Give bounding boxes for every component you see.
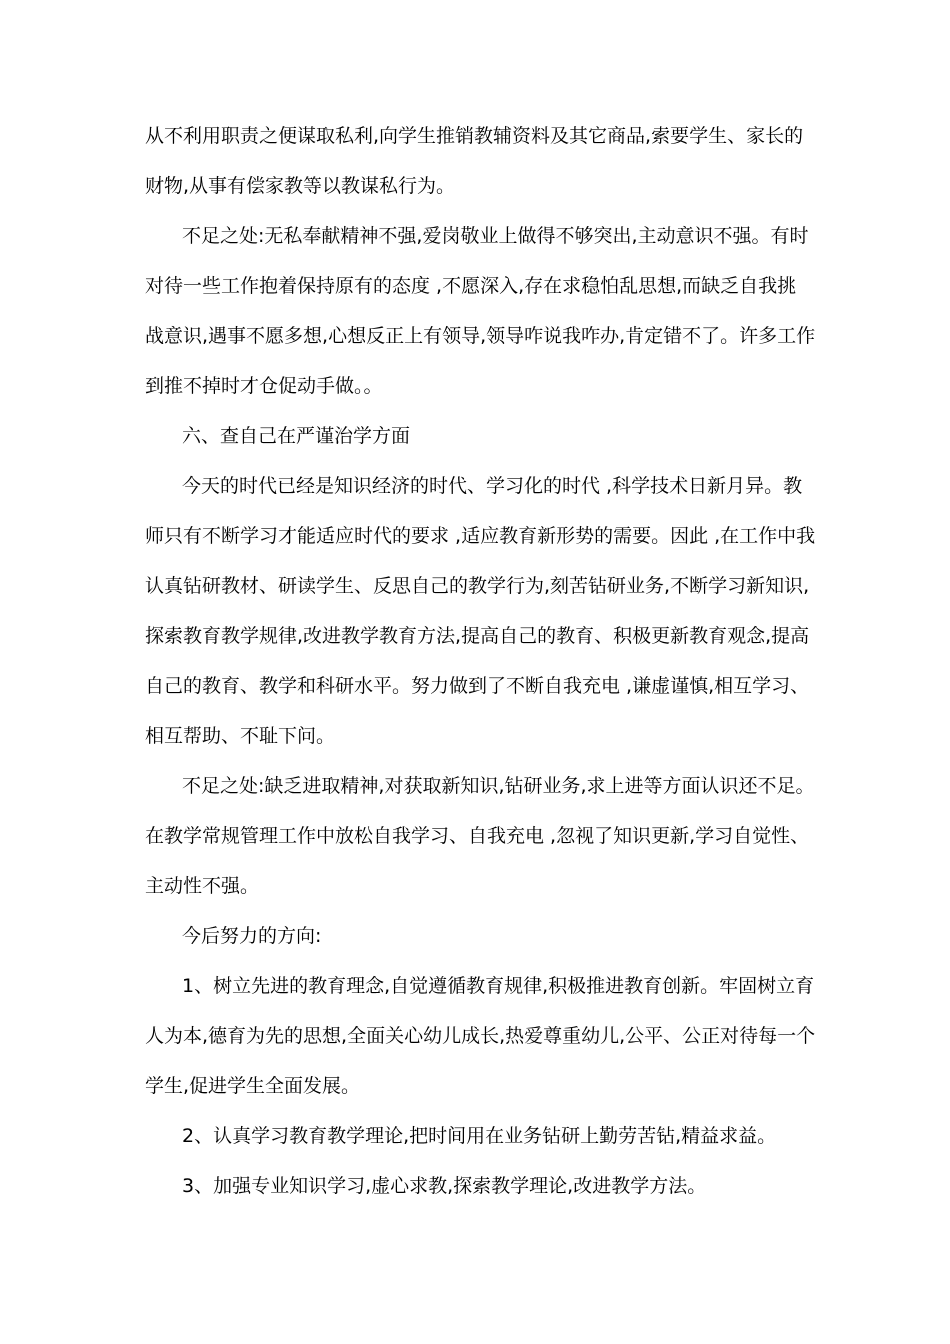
- text-line: 学生,促进学生全面发展。: [145, 1075, 361, 1097]
- text-line: 战意识,遇事不愿多想,心想反正上有领导,领导咋说我咋办,肯定错不了。许多工作: [145, 325, 816, 347]
- paragraph-first-line: 不足之处:缺乏进取精神,对获取新知识,钻研业务,求上进等方面认识还不足。: [182, 775, 815, 797]
- list-item-first-line: 1、树立先进的教育理念,自觉遵循教育规律,积极推进教育创新。牢固树立育: [182, 975, 815, 997]
- list-item-first-line: 2、认真学习教育教学理论,把时间用在业务钻研上勤劳苦钻,精益求益。: [182, 1125, 777, 1147]
- text-line: 财物,从事有偿家教等以教谋私行为。: [145, 175, 456, 197]
- text-line: 主动性不强。: [145, 875, 260, 897]
- paragraph-first-line: 今天的时代已经是知识经济的时代、学习化的时代 ,科学技术日新月异。教: [182, 475, 803, 497]
- paragraph-first-line: 不足之处:无私奉献精神不强,爱岗敬业上做得不够突出,主动意识不强。有时: [182, 225, 809, 247]
- section-heading: 今后努力的方向:: [182, 925, 322, 947]
- text-line: 自己的教育、教学和科研水平。努力做到了不断自我充电 ,谦虚谨慎,相互学习、: [145, 675, 810, 697]
- text-line: 认真钻研教材、研读学生、反思自己的教学行为,刻苦钻研业务,不断学习新知识,: [145, 575, 810, 597]
- text-line: 在教学常规管理工作中放松自我学习、自我充电 ,忽视了知识更新,学习自觉性、: [145, 825, 810, 847]
- text-line: 人为本,德育为先的思想,全面关心幼儿成长,热爱尊重幼儿,公平、公正对待每一个: [145, 1025, 816, 1047]
- text-line: 师只有不断学习才能适应时代的要求 ,适应教育新形势的需要。因此 ,在工作中我: [145, 525, 816, 547]
- section-heading: 六、查自己在严谨治学方面: [182, 425, 411, 447]
- text-line: 对待一些工作抱着保持原有的态度 ,不愿深入,存在求稳怕乱思想,而缺乏自我挑: [145, 275, 797, 297]
- text-line: 探索教育教学规律,改进教学教育方法,提高自己的教育、积极更新教育观念,提高: [145, 625, 810, 647]
- text-line: 到推不掉时才仓促动手做。。: [145, 375, 383, 397]
- text-line: 从不利用职责之便谋取私利,向学生推销教辅资料及其它商品,索要学生、家长的: [145, 125, 804, 147]
- list-item-first-line: 3、加强专业知识学习,虚心求教,探索教学理论,改进教学方法。: [182, 1175, 707, 1197]
- text-line: 相互帮助、不耻下问。: [145, 725, 336, 747]
